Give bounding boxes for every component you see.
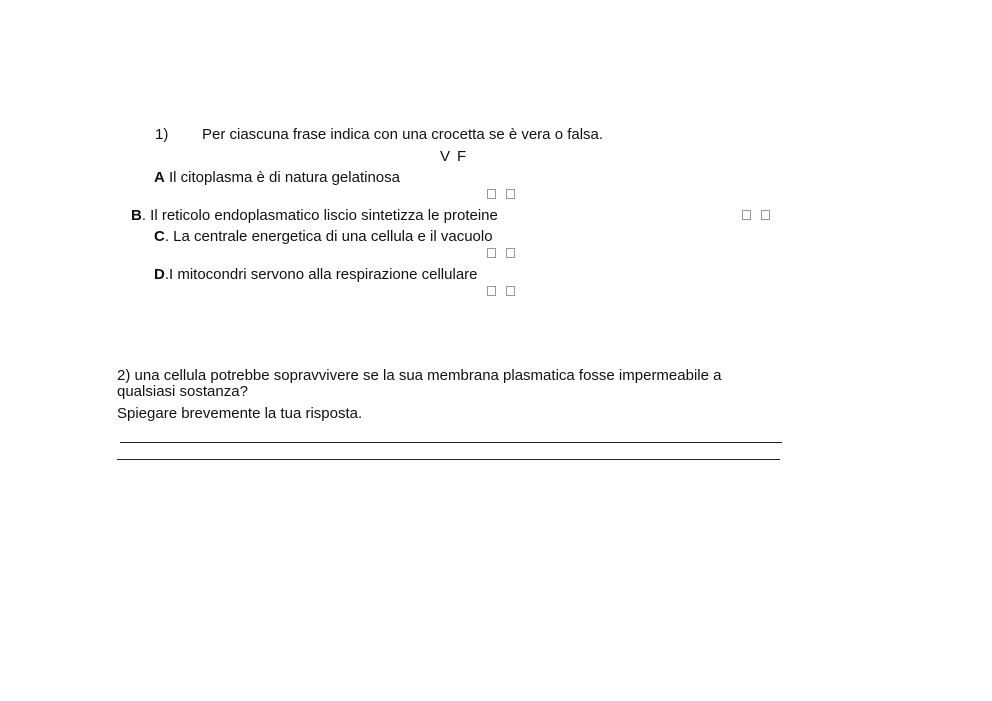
statement-c-letter: C <box>154 228 165 245</box>
statement-d <box>154 266 478 284</box>
question-2-line-1: 2) una cellula potrebbe sopravvivere se la sua membrana plasmatica fosse impermeabile a <box>117 367 722 384</box>
false-column-header: F <box>457 148 467 165</box>
statement-a-false-checkbox[interactable] <box>506 189 515 199</box>
statement-c-true-checkbox[interactable] <box>487 248 496 258</box>
answer-line-2[interactable] <box>117 459 780 460</box>
answer-line-1[interactable] <box>120 442 782 443</box>
statement-b-false-checkbox[interactable] <box>761 210 770 220</box>
question-1-instruction: Per ciascuna frase indica con una crocetta se è vera o falsa. <box>202 126 604 143</box>
statement-c-text: . La centrale energetica di una cellula e il vacuolo <box>164 228 493 245</box>
question-2-line-2: qualsiasi sostanza? <box>117 383 248 400</box>
statement-b-true-checkbox[interactable] <box>742 210 751 220</box>
statement-d-false-checkbox[interactable] <box>506 286 515 296</box>
statement-c-false-checkbox[interactable] <box>506 248 515 258</box>
question-1-number: 1) <box>155 126 169 143</box>
statement-d-text: .I mitocondri servono alla respirazione cellulare <box>164 266 478 283</box>
statement-d-true-checkbox[interactable] <box>487 286 496 296</box>
statement-d-letter: D <box>154 266 165 283</box>
statement-a-true-checkbox[interactable] <box>487 189 496 199</box>
statement-a <box>154 169 400 187</box>
statement-a-text: Il citoplasma è di natura gelatinosa <box>164 169 400 186</box>
statement-b-letter: B <box>131 207 142 224</box>
statement-a-letter: A <box>154 169 165 186</box>
question-2-prompt: Spiegare brevemente la tua risposta. <box>117 405 363 422</box>
statement-b-text: . Il reticolo endoplasmatico liscio sintetizza le proteine <box>141 207 498 224</box>
statement-c <box>154 228 493 246</box>
true-column-header: V <box>440 148 451 165</box>
statement-b <box>131 207 498 225</box>
